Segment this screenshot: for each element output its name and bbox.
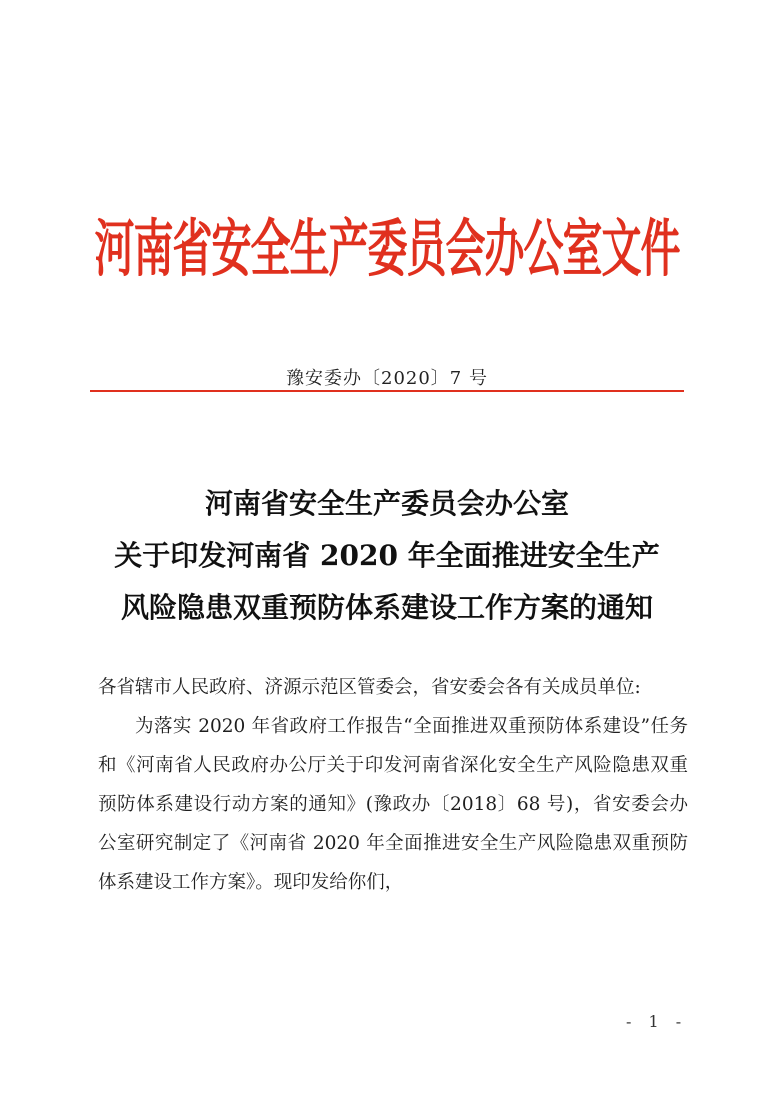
body-text: [98, 668, 688, 902]
addressee: 各省辖市人民政府、济源示范区管委会，省安委会各有关成员单位:: [98, 677, 641, 698]
masthead-title: 河南省安全生产委员会办公室文件: [94, 213, 680, 286]
page-number: - 1 -: [626, 1012, 688, 1031]
body-paragraph: 为落实 2020 年省政府工作报告“全面推进双重预防体系建设”任务和《河南省人民政府办公厅关于印发河南省深化安全生产风险隐患双重预防体系建设行动方案的通知》(豫政办〔2018〕68 号)，省安委会办公室研究制定了《河南省 2020 年全面推进安全生产风险隐患双重预防体系建设工作方案》。现印发给你们，: [98, 716, 688, 893]
notice-title-line-1: 河南省安全生产委员会办公室: [204, 487, 569, 520]
red-separator-line: [90, 390, 684, 392]
notice-title-line-3: 风险隐患双重预防体系建设工作方案的通知: [120, 591, 653, 624]
notice-title-line-2: 关于印发河南省 2020 年全面推进安全生产: [114, 539, 660, 572]
document-number: 豫安委办〔2020〕7 号: [286, 368, 488, 389]
notice-title: [60, 478, 714, 634]
